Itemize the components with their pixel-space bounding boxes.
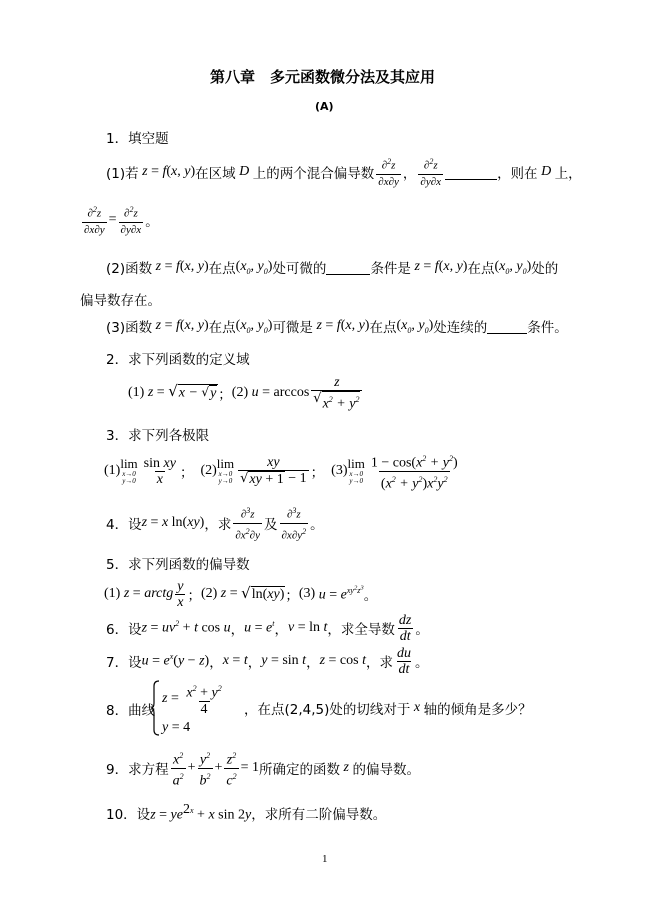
fraction-d3z-dx2dy: [233, 503, 262, 543]
frac-den: $a^2$: [171, 768, 186, 789]
p1-2-f: 处的: [531, 261, 559, 277]
formula-u-et: $u = e^t$: [244, 619, 275, 636]
lim-cond: y→0: [349, 477, 363, 485]
limit-operator: [217, 457, 234, 485]
p6-c: ，: [274, 622, 288, 638]
item-3: (3): [298, 586, 319, 601]
p10-a: 10．设: [106, 807, 151, 823]
lim-word: lim: [216, 456, 235, 471]
fraction-x2y2-over-4: [184, 681, 223, 717]
frac-num: $z^2$: [226, 750, 237, 768]
p1-1-e: ，则在: [497, 166, 538, 182]
formula-point-x0y0: ($x_0$, $y_0$): [235, 258, 273, 276]
section-label: (A): [315, 100, 334, 113]
lim-cond: x→0: [122, 470, 136, 478]
p10-b: ，求所有二阶偏导数。: [251, 807, 387, 823]
frac-num: dz: [398, 612, 412, 628]
p6-a: 6．设: [106, 622, 142, 638]
formula-z: z: [138, 164, 148, 179]
problem-2-label: 2．求下列函数的定义域: [106, 352, 250, 368]
sqrt-expression: [168, 384, 218, 402]
frac-den: ∂y∂x: [420, 175, 442, 188]
frac-den: $\partial x\partial y^2$: [280, 523, 309, 544]
fraction-d2z-dydx: [119, 202, 144, 238]
left-brace-icon: [150, 680, 160, 736]
fill-blank[interactable]: [487, 319, 527, 334]
formula-z-eq-f: z = f(x, y): [152, 259, 209, 274]
p2-sep: ；: [218, 387, 232, 403]
frac-den: ∂y∂x: [120, 223, 142, 236]
problem-3-label: 3．求下列各极限: [106, 428, 210, 444]
p1-1-b: 在区域: [195, 166, 236, 182]
p1-1-f: 上，: [554, 166, 582, 182]
plus: +: [187, 760, 196, 775]
p6-e: 。: [415, 622, 429, 638]
formula-x: x: [410, 700, 424, 715]
p9-a: 9．求方程: [106, 762, 169, 778]
fraction-d2z-dxdy: [82, 202, 107, 238]
item-2: (2): [231, 385, 252, 400]
limit-operator: [120, 457, 137, 485]
formula-eq: =: [226, 586, 242, 601]
p8-b: ，在点(2,4,5)处的切线对于: [244, 702, 411, 718]
p5-sep: ；: [187, 588, 201, 604]
system-eq-1: [162, 682, 226, 716]
frac-den: x: [177, 594, 184, 610]
frac-den: dt: [398, 661, 410, 677]
lim-word: lim: [347, 456, 365, 471]
item-1: (1): [104, 463, 121, 478]
p3-sep: ；: [179, 465, 194, 481]
problem-9: [106, 748, 420, 788]
p7-f: 。: [414, 655, 429, 671]
formula-eq: =: [167, 691, 183, 706]
radical-sign: √: [168, 382, 178, 400]
frac-num: ∂$^3$z: [240, 505, 255, 521]
p1-2-c: 处可微的: [272, 261, 327, 277]
chapter-title: 第八章 多元函数微分法及其应用: [210, 68, 436, 86]
frac-num: du: [396, 645, 411, 661]
formula-D: D: [235, 164, 253, 179]
p7-d: ，: [306, 655, 320, 671]
frac-num: $y^2$: [199, 750, 211, 768]
lim-cond: x→0: [218, 470, 233, 478]
radicand: x − √ y: [178, 385, 217, 401]
p1-2-a: (2)函数: [106, 261, 153, 277]
p4-c: 及: [264, 517, 278, 533]
formula-z: z: [340, 760, 353, 775]
formula-z-eq-f: z = f(x, y): [312, 318, 370, 333]
fill-blank[interactable]: [445, 165, 497, 180]
formula-y-sint: y = sin t: [261, 653, 307, 668]
frac-num: ∂$^2$z: [124, 205, 138, 220]
problem-10: [106, 802, 386, 824]
formula-z-ye2x: $z = ye^{2x} + x$ sin 2y: [150, 802, 252, 823]
formula-y-eq-4: y = 4: [162, 720, 191, 735]
formula-z-eq-f: z = f(x, y): [410, 259, 468, 274]
sqrt-lnxy: [241, 583, 285, 603]
p1-3-f: 条件。: [527, 320, 568, 336]
formula-z-xlnxy: z = x ln(xy): [141, 515, 205, 530]
p7-a: 7．设: [106, 655, 142, 671]
formula-z-uv2: $z = uv^2 + t$ cos u: [141, 619, 231, 636]
p1-3-e: 处连续的: [433, 320, 488, 336]
p4-d: 。: [310, 517, 324, 533]
frac-den: $b^2$: [198, 768, 213, 789]
p1-2-d: 条件是: [370, 261, 411, 277]
radicand: ln(xy): [251, 586, 285, 602]
item-2: (2): [193, 463, 217, 478]
p1-2-line2: 偏导数存在。: [80, 293, 161, 309]
p1-2-b: 在点: [208, 261, 236, 277]
formula-u: u: [251, 385, 259, 400]
fill-blank[interactable]: [326, 260, 370, 275]
problem-1-3: [106, 315, 568, 337]
radical-sign: √: [241, 583, 251, 602]
fraction-y2-b2: [198, 748, 213, 788]
frac-num: ∂$^2$z: [423, 157, 438, 172]
formula-D: D: [537, 164, 555, 179]
formula-paren-xy: (x, y): [166, 164, 196, 179]
frac-den: $(x^2 + y^2)x^2y^2$: [379, 471, 450, 492]
p8-a: 8．曲线: [106, 703, 156, 719]
p1-1-d: ，: [402, 166, 417, 182]
p4-a: 4．设: [106, 517, 142, 533]
lim-word: lim: [120, 456, 138, 471]
formula-z: z: [162, 691, 168, 706]
p4-b: ，求: [204, 517, 232, 533]
fraction-x2-a2: [171, 748, 186, 788]
formula-u-exyz: $u = e^x(y - z)$: [141, 652, 210, 669]
equals-one: = 1: [240, 760, 260, 775]
lim-cond: y→0: [218, 477, 233, 485]
problem-4: [106, 503, 324, 543]
problem-2-formulas: [128, 374, 364, 412]
fraction-d3z-dxdy2: [280, 503, 309, 543]
frac-den: 4: [200, 701, 208, 717]
formula-z-eq-f: z = f(x, y): [152, 318, 209, 333]
fraction-sinxy-x: [142, 456, 178, 487]
p7-c: ，: [247, 655, 262, 671]
formula-x-t: x = t: [222, 653, 248, 668]
frac-num: $x^2 + y^2$: [186, 684, 222, 701]
frac-num: xy: [267, 455, 280, 470]
plus: +: [214, 760, 223, 775]
formula-point-x0y0: ($x_0$, $y_0$): [235, 317, 273, 335]
frac-den: √ $x^2 + y^2$: [311, 390, 362, 412]
fraction-z2-c2: [224, 748, 238, 788]
frac-den: dt: [399, 628, 411, 644]
fraction-y-over-x: [175, 579, 185, 610]
formula-u-exp: $u = e^{xy^2z^3}$: [318, 584, 364, 603]
p6-b: ，: [230, 622, 245, 638]
p1-3-b: 在点: [208, 320, 236, 336]
p3-sep: ；: [310, 465, 325, 481]
formula-eq: =: [153, 385, 169, 400]
p1-3-c: 可微是: [272, 320, 313, 336]
problem-1-2: [106, 256, 558, 278]
formula-point-x0y0: ($x_0$, $y_0$): [396, 317, 434, 335]
formula-v-lnt: v = ln t: [288, 620, 328, 635]
p9-b: 所确定的函数: [259, 762, 341, 778]
frac-num: $1 - \cos(x^2 + y^2)$: [370, 453, 458, 471]
frac-num: $x^2$: [172, 750, 184, 768]
lim-cond: x→0: [349, 470, 363, 478]
frac-num: ∂$^3$z: [286, 505, 301, 521]
frac-den: $c^2$: [224, 768, 238, 789]
problem-7: [106, 641, 428, 681]
problem-1-1: [106, 152, 582, 192]
formula-z: z: [147, 385, 154, 400]
limit-operator: [348, 457, 365, 485]
frac-num: z: [334, 374, 340, 390]
formula-z-arctg: z = arctg: [123, 586, 174, 601]
p1-3-a: (3)函数: [106, 320, 153, 336]
p1-3-d: 在点: [369, 320, 397, 336]
formula-point-x0y0: ($x_0$, $y_0$): [494, 258, 532, 276]
fraction-d2z-dxdy: [376, 154, 401, 190]
problem-1-1-cont: [80, 200, 159, 240]
p1-1-a: (1)若: [106, 166, 139, 182]
frac-num: ∂$^2$z: [87, 205, 102, 220]
problem-1-label: 1．填空题: [106, 131, 169, 147]
formula-z-cost: z = cos t: [319, 653, 366, 668]
item-2: (2): [200, 586, 221, 601]
problem-8-text: [244, 697, 532, 719]
fraction-1-cos: [369, 451, 460, 491]
frac-den: ∂x∂y: [378, 175, 399, 188]
formula-fxy: f: [162, 164, 167, 179]
formula-eq: =: [108, 212, 117, 227]
fraction-du-dt: [395, 646, 413, 677]
system-eq-2: [162, 718, 190, 738]
frac-den: √ xy + 1 − 1: [240, 471, 307, 487]
item-3: (3): [324, 463, 348, 478]
fraction-dz-dt: [397, 613, 413, 644]
item-1: (1): [104, 586, 124, 601]
fraction-z-over-sqrt: [311, 375, 362, 412]
lim-cond: y→0: [122, 477, 136, 485]
fraction-d2z-dydx: [418, 154, 443, 190]
formula-z: z: [220, 586, 227, 601]
p7-b: ，: [209, 655, 223, 671]
p1-2-e: 在点: [467, 261, 495, 277]
p1-1-end: 。: [145, 214, 159, 230]
item-1: (1): [128, 385, 148, 400]
p1-1-c: 上的两个混合偏导数: [252, 166, 375, 182]
p5-end: 。: [363, 588, 378, 604]
p9-c: 的偏导数。: [352, 762, 420, 778]
frac-den: $\partial x^2\partial y$: [233, 523, 262, 544]
p5-sep: ；: [285, 588, 299, 604]
problem-3-formulas: [104, 448, 462, 494]
page-number: 1: [322, 853, 328, 865]
problem-5-label: 5．求下列函数的偏导数: [106, 557, 250, 573]
frac-den: ∂x∂y: [84, 223, 105, 236]
p6-d: ，求全导数: [327, 622, 395, 638]
p7-e: ，求: [365, 655, 393, 671]
frac-den: x: [156, 471, 163, 487]
frac-num: y: [177, 578, 184, 594]
frac-num: ∂$^2$z: [381, 157, 396, 172]
formula-arccos: = arccos: [258, 385, 310, 400]
fraction-xy-sqrt: [238, 455, 309, 487]
p8-c: 轴的倾角是多少？: [423, 702, 532, 718]
formula-eq: =: [147, 164, 163, 179]
frac-num: sin xy: [143, 455, 176, 471]
